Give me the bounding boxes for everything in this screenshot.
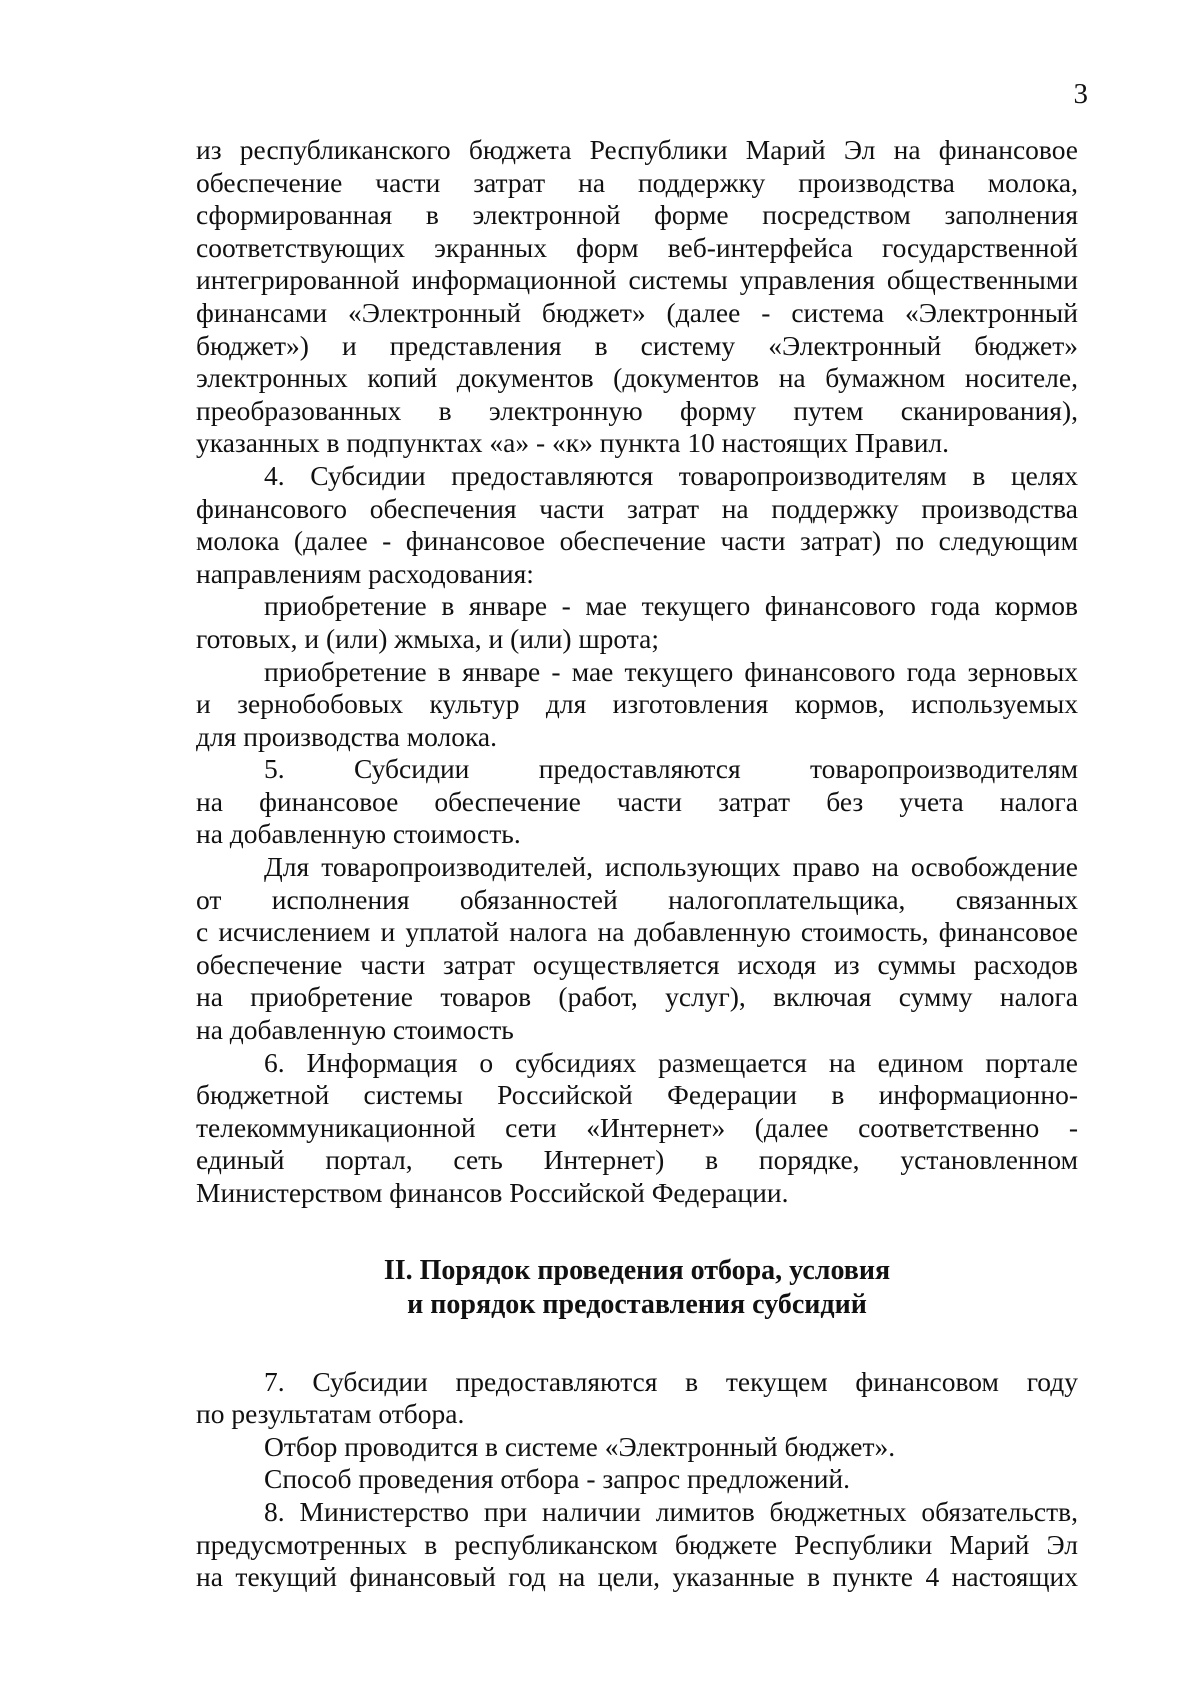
paragraph xyxy=(196,134,1078,460)
paragraph xyxy=(196,1431,1078,1464)
page-number: 3 xyxy=(1073,78,1088,110)
text-line: соответствующих экранных форм веб-интерфейса государственной xyxy=(196,231,1078,263)
text-line: на приобретение товаров (работ, услуг), включая сумму налога xyxy=(196,981,1078,1013)
text-line: 7. Субсидии предоставляются в текущем финансовом году xyxy=(264,1365,1078,1397)
text-line: приобретение в январе - мае текущего финансового года зерновых xyxy=(264,655,1078,687)
text-line: интегрированной информационной системы управления общественными xyxy=(196,264,1078,296)
paragraph-item-4 xyxy=(196,460,1078,590)
paragraph xyxy=(196,1463,1078,1496)
paragraph xyxy=(196,590,1078,655)
text-line: 8. Министерство при наличии лимитов бюджетных обязательств, xyxy=(264,1495,1078,1527)
text-line: направлениям расходования: xyxy=(196,557,534,589)
text-line: Для товаропроизводителей, использующих право на освобождение xyxy=(264,851,1078,883)
text-line: от исполнения обязанностей налогоплательщика, связанных xyxy=(196,883,1078,915)
text-line: обеспечение части затрат осуществляется исходя из суммы расходов xyxy=(196,948,1078,980)
section-heading-line: и порядок предоставления субсидий xyxy=(407,1288,867,1320)
text-line: сформированная в электронной форме посредством заполнения xyxy=(196,199,1078,231)
text-line: предусмотренных в республиканском бюджете Республики Марий Эл xyxy=(196,1528,1078,1560)
text-line: 5. Субсидии предоставляются товаропроизводителям xyxy=(264,753,1078,785)
text-line: на добавленную стоимость. xyxy=(196,818,521,850)
paragraph-item-5 xyxy=(196,753,1078,851)
text-line: готовых, и (или) жмыха, и (или) шрота; xyxy=(196,622,659,654)
text-line: на добавленную стоимость xyxy=(196,1014,514,1046)
text-line: указанных в подпунктах «а» - «к» пункта 10 настоящих Правил. xyxy=(196,427,950,459)
text-line: по результатам отбора. xyxy=(196,1398,465,1430)
paragraph xyxy=(196,656,1078,754)
text-line: Способ проведения отбора - запрос предложений. xyxy=(264,1463,851,1495)
section-heading-line: II. Порядок проведения отбора, условия xyxy=(383,1254,891,1286)
text-line: бюджет») и представления в систему «Электронный бюджет» xyxy=(196,329,1078,361)
paragraph xyxy=(196,851,1078,1047)
text-line: бюджетной системы Российской Федерации в информационно- xyxy=(196,1079,1078,1111)
paragraph-item-6 xyxy=(196,1047,1078,1210)
text-line: телекоммуникационной сети «Интернет» (далее соответственно - xyxy=(196,1111,1078,1143)
text-line: финансового обеспечения части затрат на поддержку производства xyxy=(196,492,1078,524)
paragraph-item-7 xyxy=(196,1366,1078,1431)
text-line: финансами «Электронный бюджет» (далее - система «Электронный xyxy=(196,296,1078,328)
text-line: Отбор проводится в системе «Электронный бюджет». xyxy=(264,1430,896,1462)
text-line: 4. Субсидии предоставляются товаропроизводителям в целях xyxy=(264,459,1078,491)
text-line: на финансовое обеспечение части затрат без учета налога xyxy=(196,785,1078,817)
text-line: из республиканского бюджета Республики Марий Эл на финансовое xyxy=(196,134,1078,165)
text-line: с исчислением и уплатой налога на добавленную стоимость, финансовое xyxy=(196,916,1078,948)
text-line: обеспечение части затрат на поддержку производства молока, xyxy=(196,166,1078,198)
document-body xyxy=(196,134,1078,1594)
text-line: единый портал, сеть Интернет) в порядке, установленном xyxy=(196,1144,1078,1176)
section-heading xyxy=(196,1254,1078,1322)
text-line: преобразованных в электронную форму путем сканирования), xyxy=(196,394,1078,426)
text-line: и зернобобовых культур для изготовления кормов, используемых xyxy=(196,688,1078,720)
text-line: приобретение в январе - мае текущего финансового года кормов xyxy=(264,590,1078,622)
text-line: Министерством финансов Российской Федерации. xyxy=(196,1177,789,1208)
text-line: электронных копий документов (документов на бумажном носителе, xyxy=(196,362,1078,394)
text-line: для производства молока. xyxy=(196,720,497,752)
text-line: на текущий финансовый год на цели, указанные в пункте 4 настоящих xyxy=(196,1561,1078,1593)
paragraph-item-8 xyxy=(196,1496,1078,1594)
text-line: 6. Информация о субсидиях размещается на едином портале xyxy=(264,1046,1078,1078)
text-line: молока (далее - финансовое обеспечение части затрат) по следующим xyxy=(196,525,1078,557)
